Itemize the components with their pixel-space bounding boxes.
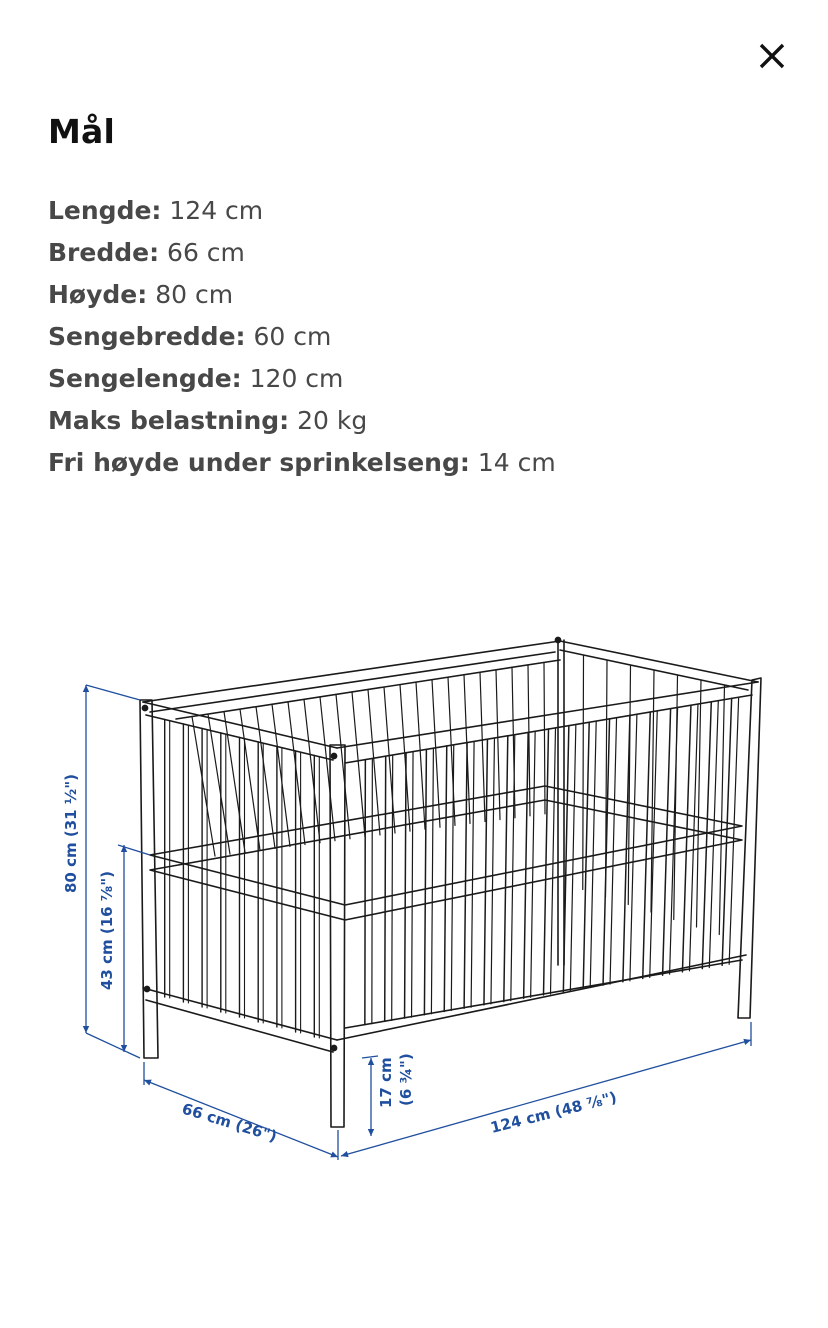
front-slat <box>682 705 691 972</box>
back-slat <box>320 697 335 841</box>
extension-line <box>86 1033 140 1058</box>
post-front-left <box>330 745 345 1127</box>
spec-label: Bredde: <box>48 238 160 267</box>
dimension-label-clearance-cm: 17 cm <box>377 1057 395 1108</box>
post-front-right <box>738 678 761 1018</box>
front-slat-edge <box>491 738 495 1004</box>
spec-row-width <box>48 232 556 274</box>
screw-dot <box>142 705 147 710</box>
front-slat <box>464 743 467 1009</box>
dimension-arrowhead <box>368 1129 374 1136</box>
back-slat <box>240 709 260 850</box>
back-slat <box>336 694 350 838</box>
front-slat-edge <box>531 731 536 997</box>
dimension-arrowhead <box>83 1026 89 1033</box>
front-slat <box>365 760 366 1025</box>
extension-line <box>86 685 140 700</box>
back-slat <box>544 662 545 813</box>
spec-label: Høyde: <box>48 280 148 309</box>
dimension-label-height-total: 80 cm (31 ½") <box>62 774 80 893</box>
spec-label: Sengelengde: <box>48 364 242 393</box>
back-slat <box>304 699 320 842</box>
spec-value: 66 cm <box>167 238 245 267</box>
back-slat <box>368 690 380 836</box>
spec-row-bed-length <box>48 358 556 400</box>
close-button[interactable] <box>748 32 796 80</box>
screw-dot <box>144 986 149 991</box>
dimension-arrowhead <box>368 1058 374 1065</box>
front-bottom-rail <box>337 955 746 1040</box>
dimension-label-height-mattress: 43 cm (16 ⅞") <box>98 871 116 990</box>
back-slat <box>288 702 305 845</box>
spec-value: 60 cm <box>253 322 332 351</box>
front-slat <box>444 746 447 1012</box>
right-top-rail <box>560 641 758 682</box>
spec-row-clearance <box>48 442 556 484</box>
spec-label: Sengebredde: <box>48 322 246 351</box>
front-slat-edge <box>590 721 596 987</box>
spec-value: 80 cm <box>155 280 234 309</box>
front-slat-edge <box>372 759 373 1024</box>
spec-label: Fri høyde under sprinkelseng: <box>48 448 470 477</box>
back-slat <box>352 692 365 837</box>
front-slat-edge <box>431 748 433 1013</box>
screw-dot <box>555 637 560 642</box>
right-slat <box>583 656 584 890</box>
front-slat-edge <box>412 752 414 1017</box>
front-slat-edge <box>471 742 474 1008</box>
front-slat <box>702 702 711 969</box>
dimension-label-width: 66 cm (26") <box>179 1099 280 1146</box>
extension-line <box>362 1056 378 1058</box>
front-slat-edge <box>511 735 515 1001</box>
front-slat <box>484 739 488 1005</box>
post-back-left <box>140 700 158 1058</box>
front-slat <box>405 753 407 1018</box>
front-slat-edge <box>689 704 698 971</box>
back-slat <box>224 712 245 853</box>
spec-value: 124 cm <box>169 196 264 225</box>
front-slat <box>424 749 426 1014</box>
dimension-label-clearance-in: (6 ¾") <box>397 1053 415 1106</box>
back-slat <box>480 672 485 821</box>
spec-row-height <box>48 274 556 316</box>
page-title: Mål <box>48 112 116 151</box>
back-slat <box>272 704 290 846</box>
specs-list <box>48 190 556 484</box>
front-slat <box>504 736 508 1002</box>
right-slat <box>719 685 724 934</box>
spec-label: Maks belastning: <box>48 406 290 435</box>
spec-row-length <box>48 190 556 232</box>
front-slat <box>385 756 386 1021</box>
back-slat <box>496 670 500 820</box>
screw-dot <box>331 753 336 758</box>
front-slat-edge <box>551 728 556 994</box>
front-slat <box>524 732 529 998</box>
spec-label: Lengde: <box>48 196 162 225</box>
close-icon <box>758 42 786 70</box>
spec-row-max-load <box>48 400 556 442</box>
spec-value: 14 cm <box>477 448 556 477</box>
crib-dimension-illustration <box>0 600 828 1200</box>
front-slat <box>583 722 589 988</box>
spec-value: 20 kg <box>297 406 368 435</box>
dimension-label-length: 124 cm (48 ⅞") <box>488 1088 619 1137</box>
screw-dot <box>331 1045 336 1050</box>
spec-value: 120 cm <box>249 364 344 393</box>
spec-row-bed-width <box>48 316 556 358</box>
front-slat-edge <box>570 725 576 991</box>
crib-drawing <box>140 637 761 1127</box>
